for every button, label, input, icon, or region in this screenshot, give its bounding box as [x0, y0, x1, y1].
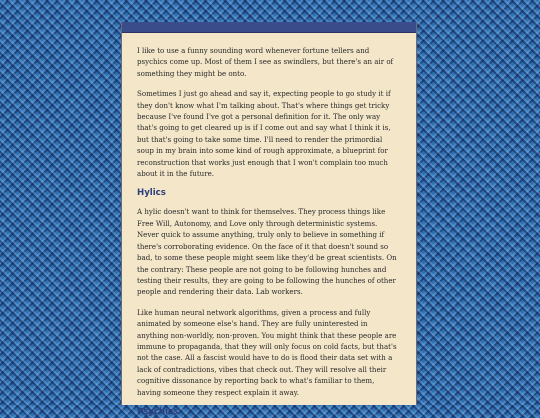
section-heading-hylics: Hylics	[137, 188, 166, 199]
hylics-paragraph-1: A hylic doesn't want to think for themselves. They process things like Free Will, Autonomy, and Love only through deterministic systems. Never quick to assume anything, truly only to believe in something if there's corroborating evidence. On the face of it that doesn't sound so bad, to some these people might seem like they'd be great scientists. On the contrary: These people are not going to be following hunches and testing their results, they are going to be following the hunches of other people and rendering their data. Lab workers.	[137, 207, 397, 297]
hylics-paragraph-2: Like human neural network algorithms, given a process and fully animated by someone else's hand. They are fully uninterested in anything non-worldly, non-proven. You might think that these people are immune to propaganda, that they will only focus on cold facts, but that's not the case. All a fascist would have to do is flood their data set with a lack of contradictions, vibes that check out. They will resolve all their cognitive dissonance by reporting back to what's familiar to them, having someone they respect explain it away.	[137, 307, 397, 397]
section-heading-psychics: Psychics	[137, 406, 179, 417]
intro-paragraph-2: Sometimes I just go ahead and say it, expecting people to go study it if they don't know what I'm talking about. That's where things get tricky because I've found I've got a personal definition for it. The only way that's going to get cleared up is if I come out and say what I think it is, but that's going to take some time. I'll need to render the primordial soup in my brain into some kind of rough approximate, a blueprint for reconstruction that works just enough that I won't complain too much about it in the future.	[137, 89, 391, 179]
page-top-bar	[122, 22, 416, 33]
article-page	[121, 22, 417, 417]
intro-paragraph-1: I like to use a funny sounding word whenever fortune tellers and psychics come up. Most of them I see as swindlers, but there's an air of something they might be onto.	[137, 46, 394, 78]
article-content	[122, 33, 416, 418]
